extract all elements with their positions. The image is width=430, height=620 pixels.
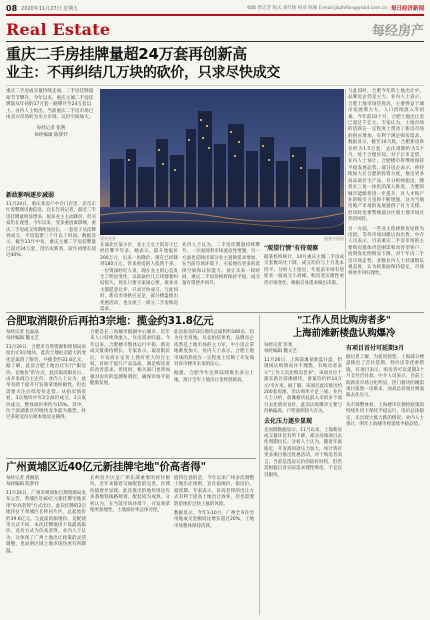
lead-text-e: 另一方面，一些业主选择将房屋转为出租，等待市场回暖后再出售。中介人员表示，目前重庆二手房市场的主要购房群体仍是刚需和改善型客户，投资客比例明显下降。对于年内二手房市场走势，多数业内人士持谨慎乐观态度，认为政策面保持稳定，市场将逐步回归理性。: [348, 226, 424, 277]
guangzhou-column-2: [90, 476, 170, 615]
date-line: 2020年11月27日 星期五: [21, 5, 79, 12]
column-divider: [345, 89, 346, 309]
lead-text-a: 11月24日，重庆某房产中介门店里，店员正忙着整理房源信息。店长告诉记者，最近二手房挂牌量明显增多，很多业主主动降价，但买家仍在观望。今年以来，受多重因素影响，重庆二手房成交周期明显拉长，一套房子从挂牌到成交，平均需要三个月以上时间。数据显示，截至11月中旬，重庆主城二手房挂牌量已超过24万套，创历史新高，较年初增长超过40%。: [6, 202, 96, 259]
hefei-text-2: 合肥是长三角城市群副中心城市，近年来人口持续净流入，住房需求旺盛。今年以来，合肥楼市整体运行平稳，新房成交量保持增长。专家表示，取消限价后，开发商在定价上拥有更大的自主权，有助于提升产品品质，满足购房者的改善需求。但同时，相关部门也将加强对房价的监测和调控，确保市场平稳健康发展。: [90, 330, 170, 387]
shanghai-reporter: 每经记者 彭斐: [264, 343, 293, 348]
right-column-top: [348, 89, 424, 309]
hefei-column-1: [6, 345, 86, 455]
hefei-text-3: 此次拍卖的3宗地块总面积约300亩，均为住宅用地。从竞拍结果看，品牌房企依然是土地市场的主力军，中小房企拿地难度加大。业内人士表示，合肥土地市场的热度在一定程度上反映了开发商对该市楼市未来的信心。: [174, 330, 254, 368]
page-number: 08: [6, 3, 18, 13]
guangzhou-editor: 每经编辑 陈梦妤: [6, 482, 39, 488]
skyline-illustration: [100, 89, 344, 235]
guangzhou-bylines: [6, 476, 86, 489]
hefei-column-2: [90, 330, 170, 455]
shanghai-editor: 每经编辑 魏文艺: [264, 349, 297, 355]
lead-summary-text: 重庆二手房成交量持续走弱，二手房挂牌量却节节攀升。今年以来，重庆主城二手房挂牌量从年初的17万套一路攀升至24万套以上。业内人士指出，当前重庆二手房市场已由卖方市场转为买方市场，议价空间加大。: [6, 89, 94, 121]
editor-line: 编辑 贾志芳 版式 刘红梅 校对 陈刚 E-mail:jiazhifang@nbd.com.cn: [247, 6, 387, 11]
lead-subhead-a: 新政影响逐步减弱: [6, 192, 55, 199]
guangzhou-text-3: 值得注意的是，今年以来广州多次调整土地出让规则，旨在稳地价、稳房价、稳预期。专家表示，价高者得的出让方式有利于提高土地出让效率，但也需要防范地价过快上涨的风险。: [174, 476, 254, 507]
lead-column-c: [182, 243, 260, 309]
guangzhou-headline: 广州黄埔区近40亿元新挂牌宅地"价高者得": [6, 461, 206, 473]
lead-reporter: 每经记者 张利: [36, 125, 66, 131]
column-divider-2: [259, 315, 260, 615]
shanghai-headline-2: 上海前滩新楼盘认购爆冷: [292, 328, 396, 339]
shanghai-text-4: 从市场整体看，上海楼市在调控政策的持续作用下保持平稳运行，房价总体稳定，未出现大涨大跌的情况。业内人士预计，明年上海楼市将延续平稳态势。: [346, 402, 424, 428]
hefei-bylines: [6, 330, 86, 343]
section-title-cn: 每经房产: [371, 24, 424, 39]
lead-text-d: 据某机构统计，10月重庆主城二手房成交套数环比下降，成交均价与上月基本持平。分析人士指出，年底前市场有望迎来一波成交小高峰。购房者应理性看待市场变化，根据自身需求做出决策。: [264, 255, 344, 286]
photo-credit: 视觉中国图: [324, 236, 344, 241]
shanghai-text-2: 据记者了解，为促进销售，上海部分楼盘推出了首付延期、特价房等优惠措施。有项目表示，购房者可以延期3个月支付首付款。中介人员表示，目前上海新房市场分化明显，热门板块的刚需项目依然一房难求，而高总价项目则面临去化压力。: [346, 355, 424, 399]
section-title-en: Real Estate: [6, 20, 111, 39]
lead-column-d: [264, 243, 344, 309]
shanghai-bylines: [264, 343, 342, 356]
guangzhou-text-1: 11月26日，广州市规划和自然资源局发布公告，黄埔区近40亿元新挂牌宅地采用"价高者得"方式出让。此次挂牌的2宗地块位于黄埔区长岭居片区，总起始价约39.6亿元。与此前的限地价、竞配建等方式不同，本次挂牌地块不设最高限价，竞价方式为价高者得。业内人士认为，这体现了广州土地出让政策的灵活调整，也说明区域土地市场热度有所降温。: [6, 491, 86, 554]
shanghai-column-2: [346, 343, 424, 615]
hefei-editor: 每经编辑 魏文艺: [6, 336, 39, 342]
shanghai-subhead-1: 有项目首付可延期3月: [346, 345, 405, 352]
guangzhou-text-4: 数据显示，今年1-10月，广州全市住宅用地成交金额同比增长超过20%，土地市场整体保持活跃。: [174, 511, 254, 529]
paper-name: 每日经济新闻: [390, 6, 424, 12]
hefei-text-1: 11月26日，合肥市自然资源和规划局再度出让3宗地块，此次土地拍卖最大的变化是取消了限价，共揽金约31.8亿元。据了解，此前合肥土地出让实行"限房价、竞地价"的方式，此次取消限价后，由开发商自主定价。业内人士认为，此举有助于提升开发商拿地积极性，但也需要关注后续房价走势。从拍卖情况看，3宗地块中有2宗溢价成交，1宗底价成交，整体溢价率约为15%。其中，位于滨湖新区的地块竞争最为激烈，经过多轮竞价后被本地房企摘得。: [6, 345, 86, 421]
lead-divider: [6, 85, 424, 86]
section-divider-1: [6, 312, 424, 313]
masthead-divider: [6, 41, 424, 42]
lead-column-a: [6, 190, 96, 308]
right-column-text: 与此同时，合肥今年的土地出让中，品牌房企仍是主力。业内人士表示，合肥土地市场热度高，主要得益于城市发展潜力大、人口持续流入等因素。今年前10个月，合肥土地出让金已超过千亿元。专家认为，土地市场的活跃在一定程度上带动了新房市场的供应增加，有利于满足购房需求。数据显示，截至10月底，合肥新房库存约为1.5万套，去化周期约为5个月，处于合理区间。对于后市走势，业内人士预计，合肥楼市将继续保持平稳发展态势。部分房企表示，将持续加大在合肥的投资力度，推出更多高品质住宅产品。有分析师指出，随着长三角一体化的深入推进，合肥的城市能级将进一步提升，对人才和产业的吸引力也将不断增强，这为当地房地产市场的发展提供了有力支撑。但同时也要警惕部分区域土地市场过热的风险。: [348, 89, 424, 223]
guangzhou-column-3: [174, 476, 254, 615]
guangzhou-reporter: 每经记者 龚婉依: [6, 476, 39, 481]
lead-text-c: 业内人士认为，二手房挂牌量持续攀升，一方面说明市场流动性增强，另一方面也反映出部分业主置换需求增加。在当前市场环境下，买家拥有更多的选择空间和议价能力。预计未来一段时间，重庆二手房价格将保持平稳，成交量有望逐步回升。: [182, 243, 260, 287]
lead-subhead-d: "观望行情"有待观察: [264, 245, 319, 252]
shanghai-headline-1: "工作人员比购房者多": [297, 315, 391, 326]
shanghai-column-1: [264, 358, 342, 615]
lead-column-b: [100, 243, 178, 313]
hefei-headline: 合肥取消限价后再拍3宗地：揽金约31.8亿元: [6, 315, 214, 327]
section-masthead: [6, 17, 424, 39]
lead-summary: [6, 89, 96, 139]
masthead-rule: [6, 14, 424, 16]
top-info-line: [6, 3, 424, 13]
photo-caption: [100, 236, 344, 242]
lead-text-b: 在渝北区某小区，业主王女士的房子已经挂牌半年多。她表示，最开始报价200万元，后来一再降价，现在已经降到180万元，但来看房的人依然不多。一位资深经纪人说，现在业主的心态发生了明显变化，以前砍价几万块都要纠结很久，现在只要买家诚心要，很多业主都愿意让步，只求尽快成交。与此同时，新房市场供应充足，部分楼盘推出优惠活动，也分流了一部分二手房购房需求。: [100, 243, 178, 313]
lead-subheadline: 业主：不再纠结几万块的砍价，只求尽快成交: [6, 65, 280, 81]
shanghai-text-1: 11月26日，上海前滩某新盘开盘，但现场认购情况并不理想，有购房者表示"工作人员比购房者多"。该项目位于浦东新区前滩板块，备案均价约14万元/平方米。据了解，该项目此次推出约200套房源，但认购率不足三成。业内人士分析，前滩板块此前入市的多个项目去化情况良好，此次认购爆冷主要与价格偏高、户型面积较大有关。: [264, 358, 343, 415]
shanghai-text-3: 克而瑞数据显示，11月以来，上海新房成交量环比有所下降，部分高端项目去化周期拉长。分析人士认为，随着年底临近，开发商回款压力加大，预计将有更多项目推出优惠活动。对于购房者而言，当前是选房议价的较好时机，但仍需根据自身实际需求理性购房，不宜盲目跟风。: [264, 427, 342, 478]
city-night-photo: [100, 89, 344, 235]
shanghai-subhead-2: 去化压力逐步显现: [264, 417, 313, 425]
section-divider-2: [6, 458, 256, 459]
guangzhou-text-2: 长岭居片区是广州东部重要的居住板块，近年来随着交通配套的完善，区域价值逐步显现。此次推出的地块周边有多条地铁线路规划，配套较为成熟。分析认为，在当前市场环境下，开发商拿地更加理性，土地溢价率总体可控。: [90, 476, 170, 514]
hefei-column-3: [174, 330, 254, 455]
guangzhou-column-1: [6, 491, 86, 615]
hefei-reporter: 每经记者 包晶晶: [6, 330, 39, 335]
lead-headline: 重庆二手房挂牌量超24万套再创新高: [6, 45, 247, 63]
lead-editor: 每经编辑 陈梦妤: [34, 132, 68, 138]
photo-caption-left: 重庆夜景: [100, 236, 116, 241]
hefei-text-4: 据悉，合肥今年还将陆续推出多宗土地，预计全年土地出让金将创新高。: [174, 371, 254, 383]
